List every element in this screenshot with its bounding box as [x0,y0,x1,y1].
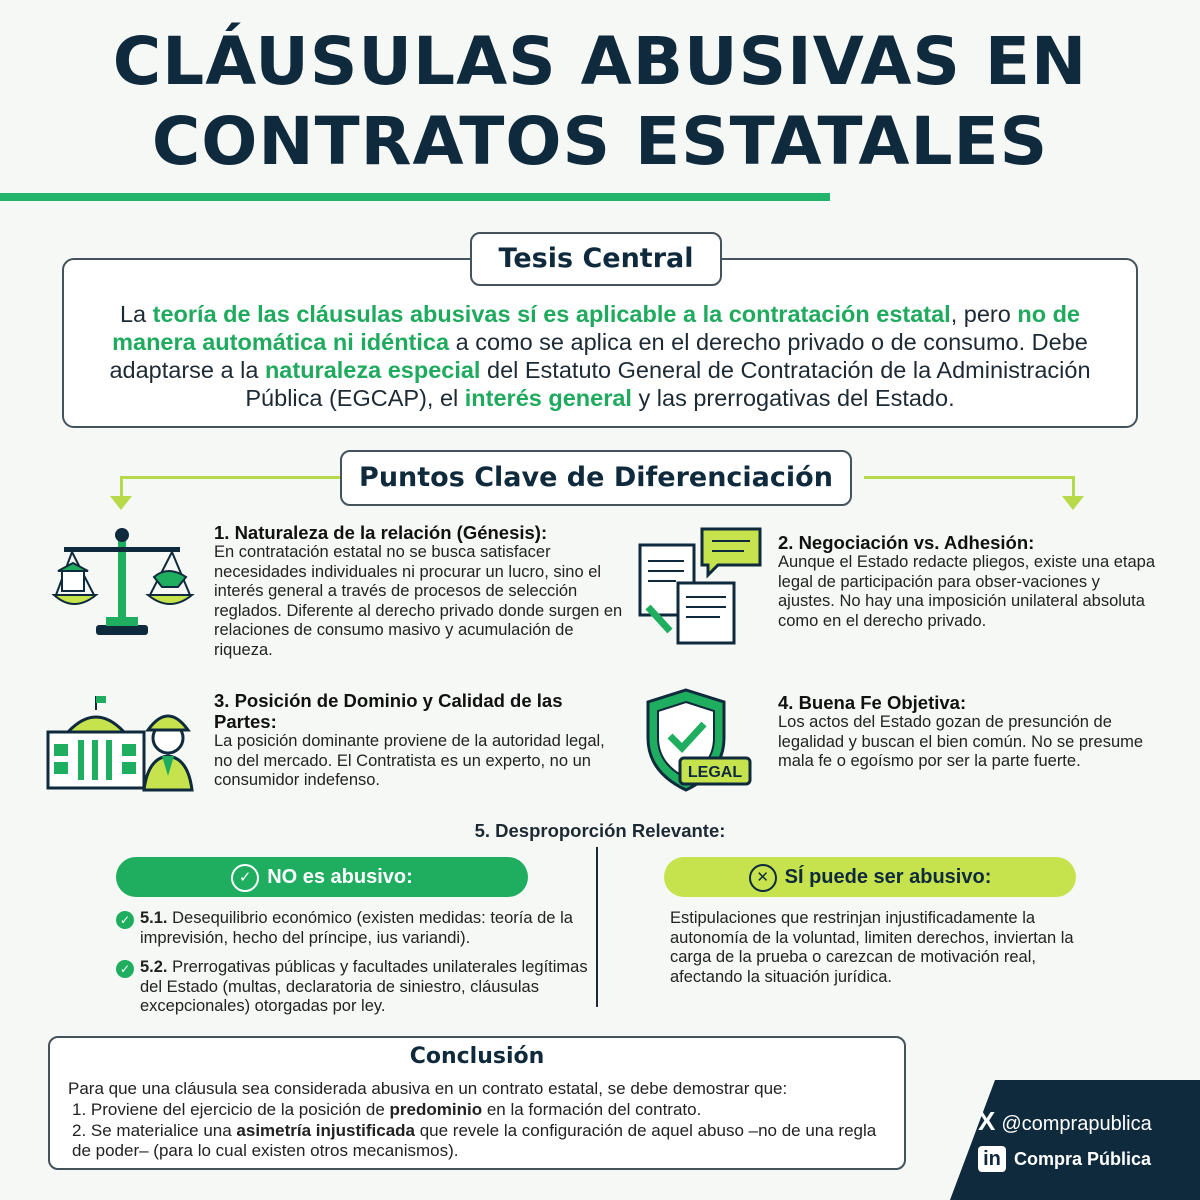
conclusion-point-2-c: que revele la configuración de aquel abuso –no de una regla de poder– (para lo cual existen otros mecanismos). [72,1121,877,1160]
no-item-5-2-num: 5.2. [140,958,168,976]
punto-4 [778,692,1148,772]
no-item-5-2 [140,958,590,1017]
social-panel [950,1080,1200,1200]
arrow-down-icon [1062,496,1084,510]
tesis-label: Tesis Central [470,232,722,286]
punto-2-title: 2. Negociación vs. Adhesión: [778,532,1035,553]
conclusion-intro: Para que una cláusula sea considerada abusiva en un contrato estatal, se debe demostrar que: [68,1079,788,1098]
legal-shield-icon [640,686,752,796]
left-connector-line [122,476,340,479]
no-item-5-1-text: Desequilibrio económico (existen medidas: teoría de la imprevisión, hecho del príncipe, ius variandi). [140,909,573,947]
conclusion-point-1-c: en la formación del contrato. [482,1100,702,1119]
legal-badge-text: LEGAL [687,764,743,781]
tesis-highlight: teoría de las cláusulas abusivas sí es aplicable a la contratación estatal [152,301,951,327]
punto-3 [214,690,614,791]
conclusion-point-2-a: 2. Se materialice una [72,1121,237,1140]
conclusion-title: Conclusión [409,1044,545,1069]
x-handle: @comprapublica [1001,1113,1152,1135]
title-line-2: CONTRATOS ESTATALES [151,103,1049,180]
si-abusivo-pill [664,857,1076,897]
right-connector-drop [1072,476,1075,498]
conclusion-point-2 [72,1121,892,1160]
tesis-highlight: interés general [464,385,632,411]
si-abusivo-text: Estipulaciones que restrinjan injustificadamente la autonomía de la voluntad, limiten derechos, inviertan la carga de la prueba o carezcan de motivación real, afectando la situación jurídica. [670,909,1074,986]
right-connector-line [864,476,1074,479]
no-item-5-2-text: Prerrogativas públicas y facultades unilaterales legítimas del Estado (multas, declaratoria de siniestro, cláusulas excepcionales) otorgadas por ley. [140,958,588,1015]
x-logo-icon: X [978,1106,996,1136]
punto-4-title: 4. Buena Fe Objetiva: [778,692,967,713]
tesis-highlight: no de manera automática ni idéntica [112,301,1081,355]
punto-1 [214,522,624,660]
punto-1-title: 1. Naturaleza de la relación (Génesis): [214,522,548,543]
punto-3-body: La posición dominante proviene de la autoridad legal, no del mercado. El Contratista es un experto, no un consumidor indefenso. [214,732,605,789]
tesis-text [90,300,1110,412]
x-handle-row[interactable] [978,1106,1193,1137]
page-title [0,22,1200,182]
conclusion-point-1-b: predominio [389,1100,483,1119]
punto-2 [778,532,1158,631]
scales-of-justice-icon [50,525,195,643]
desproporcion-title: 5. Desproporción Relevante: [474,820,726,841]
punto-1-body: En contratación estatal no se busca satisfacer necesidades individuales ni procurar un lucro, sino el interés general a través de procesos de selección reglados. Diferente al derecho privado donde surgen en relaciones de consumo masivo y acumulación de riqueza. [214,543,623,659]
linkedin-logo-icon: in [978,1146,1006,1172]
check-icon: ✓ [116,911,134,929]
no-abusivo-label: NO es abusivo: [267,866,413,888]
linkedin-name: Compra Pública [1014,1149,1152,1169]
si-abusivo-label: SÍ puede ser abusivo: [784,866,992,888]
left-connector-drop [120,476,123,498]
tesis-text-part: a como se aplica en el derecho privado o de consumo. Debe adaptarse a la [109,329,1088,383]
punto-2-body: Aunque el Estado redacte pliegos, existe una etapa legal de participación para obser-vaciones y ajustes. No hay una imposición unilateral absoluta como en el derecho privado. [778,553,1156,630]
tesis-highlight: naturaleza especial [264,357,481,383]
tesis-text-part: , pero [950,301,1018,327]
conclusion-point-1 [72,1100,892,1120]
no-item-5-1-num: 5.1. [140,909,168,927]
no-abusivo-pill [116,857,528,897]
tesis-text-part: del Estatuto General de Contratación de la Administración Pública (EGCAP), el [245,357,1091,411]
punto-3-title: 3. Posición de Dominio y Calidad de las Partes: [214,690,563,732]
check-circle-icon: ✓ [231,864,259,892]
punto-4-body: Los actos del Estado gozan de presunción de legalidad y buscan el bien común. No se presume mala fe o egoísmo por ser la parte fuerte. [778,713,1144,770]
title-line-1: CLÁUSULAS ABUSIVAS EN [112,23,1088,100]
no-item-5-1 [140,909,590,948]
government-building-worker-icon [44,692,196,794]
conclusion-point-2-b: asimetría injustificada [236,1121,415,1140]
check-icon: ✓ [116,960,134,978]
puntos-label: Puntos Clave de Diferenciación [340,450,852,506]
tesis-text-part: La [119,301,153,327]
x-circle-icon: ✕ [749,864,777,892]
arrow-down-icon [110,496,132,510]
conclusion-point-1-a: 1. Proviene del ejercicio de la posición de [72,1100,390,1119]
linkedin-row[interactable] [978,1146,1193,1172]
divider-line [596,847,598,1007]
tesis-text-part: y las prerrogativas del Estado. [631,385,955,411]
documents-chat-icon [636,525,766,645]
title-underline [0,193,830,201]
